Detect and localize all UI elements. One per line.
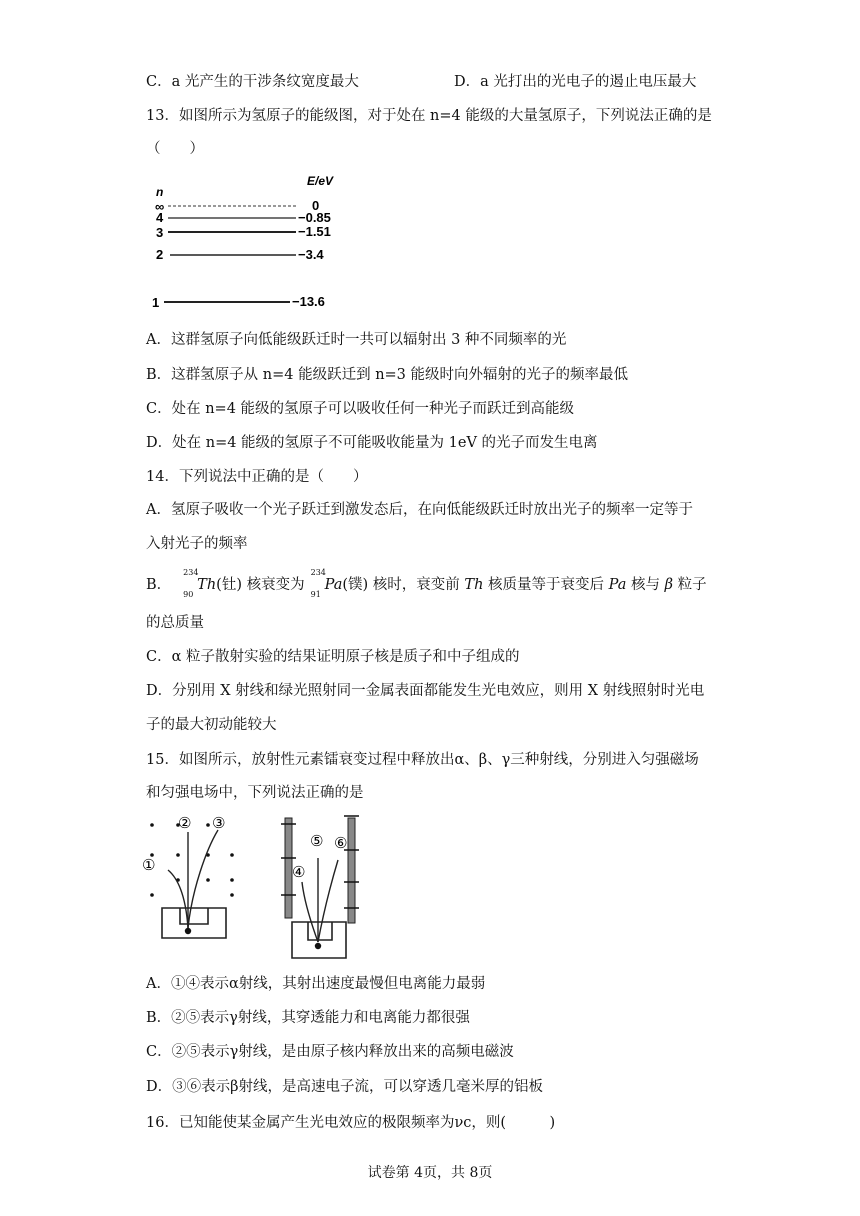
q14-option-d-line2: 子的最大初动能较大 xyxy=(146,717,277,733)
q13-option-a: A．这群氢原子向低能级跃迁时一共可以辐射出 3 种不同频率的光 xyxy=(146,332,567,348)
q15-option-a: A．①④表示α射线，其射出速度最慢但电离能力最弱 xyxy=(146,976,486,992)
q15-option-d: D．③⑥表示β射线，是高速电子流，可以穿透几毫米厚的铝板 xyxy=(146,1079,544,1095)
q16-stem: 16．已知能使某金属产生光电效应的极限频率为νc，则( ) xyxy=(146,1115,556,1131)
level-n-inf: ∞ xyxy=(155,199,165,214)
pa-atomic-number: 91 xyxy=(310,590,321,599)
pa-name-text: (镤) 核时，衰变前 xyxy=(342,577,460,593)
q14-option-b-line2: 的总质量 xyxy=(146,615,204,631)
q15-stem-line1: 15．如图所示，放射性元素镭衰变过程中释放出α、β、γ三种射线，分别进入匀强磁场 xyxy=(146,752,699,768)
energy-axis-label: E/eV xyxy=(307,174,334,188)
radiation-figure xyxy=(140,810,370,960)
q15-option-c: C．②⑤表示γ射线，是由原子核内释放出来的高频电磁波 xyxy=(146,1044,514,1060)
q14-option-d-line1: D．分别用 X 射线和绿光照射同一金属表面都能发生光电效应，则用 X 射线照射时光电 xyxy=(146,683,705,699)
q14-stem: 14．下列说法中正确的是（ ） xyxy=(146,469,368,485)
q15-stem-line2: 和匀强电场中，下列说法正确的是 xyxy=(146,785,364,801)
ray-4 xyxy=(302,882,318,942)
q13-stem: 13．如图所示为氢原子的能级图，对于处在 n=4 能级的大量氢原子，下列说法正确的是 xyxy=(146,108,712,124)
q14-option-c: C．α 粒子散射实验的结果证明原子核是质子和中子组成的 xyxy=(146,649,520,665)
th-symbol-2: Th xyxy=(464,577,484,593)
q13-paren: （ ） xyxy=(146,141,204,157)
magnetic-source-box xyxy=(162,908,226,938)
q13-option-c: C．处在 n=4 能级的氢原子可以吸收任何一种光子而跃迁到高能级 xyxy=(146,401,575,417)
pa-symbol-2: Pa xyxy=(608,577,627,593)
level-e-inf: 0 xyxy=(312,198,320,213)
th-symbol: Th xyxy=(197,577,217,593)
energy-level-diagram xyxy=(140,168,380,318)
level-e-4: −0.85 xyxy=(298,210,331,225)
magnetic-field-dots xyxy=(150,823,234,897)
b-mid-text: 核质量等于衰变后 xyxy=(488,577,605,593)
label-6: ⑥ xyxy=(334,835,348,852)
ray-3 xyxy=(188,830,218,928)
level-e-1: −13.6 xyxy=(292,294,325,309)
q14-option-b-prefix: B． xyxy=(146,577,172,593)
q14-option-b-line1 xyxy=(146,568,707,599)
beta-symbol: β xyxy=(664,577,673,593)
q12-option-c: C．a 光产生的干涉条纹宽度最大 xyxy=(146,74,359,90)
level-n-1: 1 xyxy=(152,295,160,310)
label-1: ① xyxy=(142,857,156,874)
th-atomic-number: 90 xyxy=(183,590,194,599)
thorium-nuclide xyxy=(183,568,199,599)
page-footer: 试卷第 4页，共 8页 xyxy=(367,1165,493,1181)
level-n-4: 4 xyxy=(156,210,164,225)
th-mass-number: 234 xyxy=(183,568,199,577)
label-2: ② xyxy=(178,815,192,832)
q14-option-a-line1: A．氢原子吸收一个光子跃迁到激发态后，在向低能级跃迁时放出光子的频率一定等于 xyxy=(146,502,693,518)
plate-marks xyxy=(281,816,359,908)
th-name-text: (钍) 核衰变为 xyxy=(216,577,305,593)
n-axis-label: n xyxy=(156,185,164,199)
level-n-2: 2 xyxy=(156,247,164,262)
q15-option-b: B．②⑤表示γ射线，其穿透能力和电离能力都很强 xyxy=(146,1010,470,1026)
magnetic-source-dot xyxy=(185,928,191,934)
label-3: ③ xyxy=(212,815,226,832)
level-e-3: −1.51 xyxy=(298,224,331,239)
electric-source-dot xyxy=(315,943,321,949)
pa-symbol: Pa xyxy=(324,577,343,593)
protactinium-nuclide xyxy=(310,568,326,599)
b-tail2-text: 粒子 xyxy=(677,577,707,593)
ray-6 xyxy=(318,860,338,942)
q14-option-a-line2: 入射光子的频率 xyxy=(146,536,248,552)
left-plate xyxy=(285,818,292,918)
level-n-3: 3 xyxy=(156,225,164,240)
b-tail-text: 核与 xyxy=(631,577,660,593)
q12-option-d: D．a 光打出的光电子的遏止电压最大 xyxy=(454,74,697,90)
pa-mass-number: 234 xyxy=(310,568,326,577)
label-4: ④ xyxy=(292,864,306,881)
level-e-2: −3.4 xyxy=(298,247,324,262)
label-5: ⑤ xyxy=(310,833,324,850)
q13-option-d: D．处在 n=4 能级的氢原子不可能吸收能量为 1eV 的光子而发生电离 xyxy=(146,435,598,451)
q13-option-b: B．这群氢原子从 n=4 能级跃迁到 n=3 能级时向外辐射的光子的频率最低 xyxy=(146,367,629,383)
